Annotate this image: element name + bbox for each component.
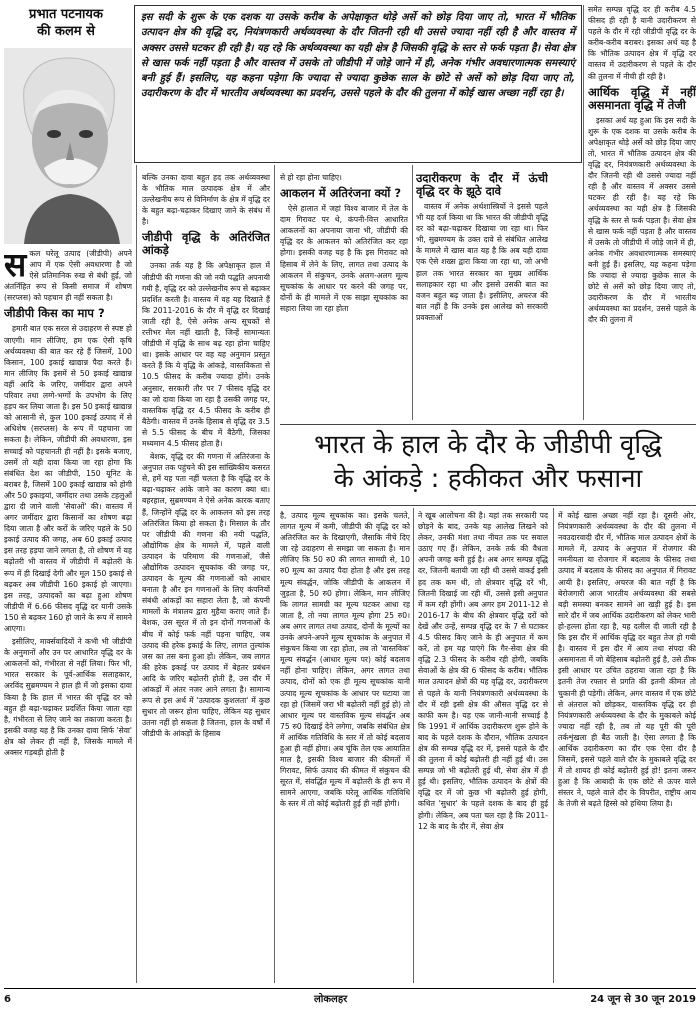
col2-para-1: उनका तर्क यह है कि अपेक्षाकृत हाल में जीडीपी की गणना की जो नयी पद्धति अपनायी गयी है, वृद्धि दर को उल्लेखनीय रूप से बढ़ाकर प्रदर्शित करती है। वास्तव में वह यह दिखाते हैं कि 2011-2016 के दौर में वृद्धि दर दिखाई जाती रही है, ऐसे अनेक अन्य सूचकों से रत्तीभर मेल नहीं खाती है, जिन्हें सामान्यतः जीडीपी में वृद्धि के साथ बढ़ रहा होना चाहिए था। इसके आधार पर वह यह अनुमान प्रस्तुत करते हैं कि ये वृद्धि के आंकड़े, वास्तविकता से 10.5 फीसद के करीब ज्यादा होंगे। उनके अनुसार, सरकारी तौर पर 7 फीसद वृद्धि दर का जो दावा किया जा रहा है उसकी जगह पर, वास्तविक वृद्धि दर 4.5 फीसद के करीब ही बैठेगी। वास्तव में उनके हिसाब से वृद्धि दर 3.5 से 5.5 फीसद के बीच में बैठेगी, जिसका मध्यमान 4.5 फीसद होता है। <box>142 261 270 448</box>
pull-quote-box <box>134 5 582 163</box>
headline-line-2: के आंकड़े : हकीकत और फसाना <box>333 464 643 494</box>
headline-line-1: भारत के हाल के दौर के जीडीपी वृद्धि <box>314 430 662 460</box>
article-column-3 <box>280 172 408 420</box>
subhead-false-claims: उदारीकरण के दौर में ऊंची वृद्धि दर के झूठे दावे <box>416 172 548 198</box>
subhead-inflated-figures: जीडीपी वृद्धि के अतिरंजित आंकड़े <box>142 230 270 258</box>
column-header-line2: की कलम से <box>37 24 95 39</box>
page-number: 6 <box>4 994 11 1005</box>
column-rule <box>274 165 275 983</box>
col3-intro: से हो रहा होना चाहिए। <box>280 173 342 182</box>
intro-text: कल घरेलू उत्पाद (जीडीपी) अपने आप में एक ऐसी अवधारणा है जो ऐसे प्रतिमानिक रुख से बंधी हुई, जो अंतर्निहित रूप से किसी समाज में शोषण (सरप्लस) को पहचान ही नहीं सकता है। <box>4 249 132 303</box>
article-column-lower-1 <box>280 510 410 983</box>
column-rule <box>412 165 413 420</box>
col1-para-2: इसीलिए, मार्क्सवादियों ने कभी भी जीडीपी के अनुमानों और उन पर आधारित वृद्धि दर के आकलनों को, गंभीरता से नहीं लिया। फिर भी, भारत सरकार के पूर्व-आर्थिक सलाहकार, अरविंद सुब्रमण्यम ने हाल ही में जो इसका दावा किया है कि हाल में भारत की वृद्धि दर को बहुत ही बढ़ा-चढ़ाकर प्रदर्शित किया जाता रहा है, गंभीरता से लिए जाने का तकाजा करता है। इसकी वजह यह है कि उनका दावा सिर्फ 'सेवा' क्षेत्र को लेकर ही नहीं है, जिसके मामले में अक्सर गड़बड़ी होती है <box>4 637 132 758</box>
article-column-5 <box>588 4 696 416</box>
lower3-text: में कोई खास अच्छा नहीं रहा है। दूसरी ओर, नियंत्रणकारी अर्थव्यवस्था के दौर की तुलना में नवउदारवादी दौर में, भौतिक माल उत्पादन क्षेत्रों के मामले में, उत्पाद के अनुपात में रोजगार की नमनीयता या रोजगार में बदलाव के फीसद तथा उत्पाद में बदलाव के फीसद का अनुपात में गिरावट आयी है। इसलिए, अचरज की बात नहीं है कि बेरोजगारी आज भारतीय अर्थव्यवस्था की सबसे बड़ी समस्या बनकर सामने आ खड़ी हुई है। इस सारे दौर में जब आर्थिक उदारीकरण को लेकर भारी हो-हल्ला होता रहा है, यह दलील दी जाती रही है कि इस दौर में आर्थिक वृद्धि दर बहुत तेज हो गयी है। वास्तव में इस दौर में आय तथा संपदा की असमानता में जो बेहिसाब बढ़ोतरी हुई है, उसे ठीक इसी आधार पर उचित ठहराया जाता रहा है कि इतनी तेज रफ्तार से प्रगति की इतनी कीमत तो चुकानी ही पड़ेगी। लेकिन, अगर वास्तव में एक छोटे से अंतराल को छोड़कर, वास्तविक वृद्धि दर ही नियंत्रणकारी अर्थव्यवस्था के दौर के मुकाबले कोई ज्यादा नहीं रही है, तब तो यह पूरी की पूरी तर्कशृंखला ही बैठ जाती है। ऐसा लगता है कि आर्थिक उदारीकरण का दौर एक ऐसा दौर है जिसमें, इससे पहले वाले दौर के मुकाबले वृद्धि दर में तो शायद ही कोई बढ़ोतरी हुई हो! इतना जरूर हुआ है कि आबादी के एक छोटे से ऊपर वाले संस्तर ने, पहले वाले दौर के विपरीत, राष्ट्रीय आय के तेजी से बढ़ते हिस्से को हथिया लिया है। <box>558 511 696 809</box>
column-rule <box>553 508 554 983</box>
column-header <box>8 6 124 46</box>
column-rule <box>583 5 584 420</box>
col3-para-1: ऐसे हालात में जहां विश्व बाजार में तेल के दाम गिरावट पर थे, कंपनी-वित्त आधारित आकलनों का अपनाया जाना भी, जीडीपी की वृद्धि दर के आकलन को अतिरंजित कर रहा होगा। इसकी वजह यह है कि इस गिरावट को हिसाब में लेने के लिए, लागत तथा उत्पाद के आकलन में संकुचन, उनके अलग-अलग मूल्य सूचकांक के आधार पर करने की जगह पर, दोनों के ही मामले में एक साझा सूचकांक का सहारा लिया जा रहा होता <box>280 204 408 313</box>
pull-quote-text: इस सदी के शुरू के एक दशक या उसके करीब के अपेक्षाकृत थोड़े अर्से को छोड़ दिया जाए तो, भारत में भौतिक उत्पादन क्षेत्र की वृद्धि दर, नियंत्रणकारी अर्थव्यवस्था के दौर जितनी रही थी उससे ज्यादा नहीं रही है और वास्तव में अक्सर उससे घटकर ही रही है। यह रहे कि अर्थव्यवस्था का यही क्षेत्र है जिसकी वृद्धि के स्तर से फर्क पड़ता है। सेवा क्षेत्र से खास फर्क नहीं पड़ता है और वास्तव में उसके तो जीडीपी में जोड़े जाने में ही, अनेक गंभीर अवधारणात्मक समस्याएं बनी हुई हैं। इसलिए, यह कहना पड़ेगा कि ज्यादा से ज्यादा कुछेक साल के छोटे से असें को छोड़ दिया जाए तो, उदारीकरण के दौर में भारतीय अर्थव्यवस्था का प्रदर्शन, उससे पहले के दौर की तुलना में कोई खास अच्छा नहीं रहा है। <box>141 12 575 100</box>
article-headline <box>280 428 696 504</box>
lower2-text: ने खूब आलोचना की है। यहां तक सरकारी पद छोड़ने के बाद, उनके यह आलेख लिखने को लेकर, उनकी मंशा तथा नीयत तक पर सवाल उठाए गए हैं। लेकिन, उनके तर्क की वैधता अपनी जगह बनी हुई है। अब अगर सम्पन्न वृद्धि दर, जितनी बतायी जा रही थी उससे वाकई इसी हद तक कम थी, तो क्षेत्रवार वृद्धि दरें भी, जितनी दिखाई जा रही थीं, उससे इसी अनुपात में कम रही होंगी। अब अगर हम 2011-12 से 2016-17 के बीच की क्षेत्रवार वृद्धि दरों को देखें और उन्हें, सम्पन्न वृद्धि दर के 7 से घटाकर 4.5 फीसद किए जाने के ही अनुपात में कम करें, तो हम यह पाएंगे कि गैर-सेवा क्षेत्र की वृद्धि 2.3 फीसद के करीब रही होगी, जबकि सेवाओं के क्षेत्र की 6 फीसद के करीब। भौतिक माल उत्पादन क्षेत्रों की यह वृद्धि दर, उदारीकरण से पहले के यानी नियंत्रणकारी अर्थव्यवस्था के दौर में रही इसी क्षेत्र की औसत वृद्धि दर से काफी कम है। यह एक जानी-मानी सच्चाई है कि 1991 में आर्थिक उदारीकरण शुरू होने के बाद के पहले दशक के दौरान, भौतिक उत्पादन क्षेत्र की सम्पन्न वृद्धि दर में, इससे पहले के दौर की तुलना में कोई बढ़ोतरी ही नहीं हुई थी। उस सम्पन्न जो भी बढ़ोतरी हुई थी, सेवा क्षेत्र में ही हुई थी। इसलिए, भौतिक उत्पादन के क्षेत्रों की वृद्धि दर में जो कुछ भी बढ़ोतरी हुई होगी, कथित 'सुधार' के पहले दशक के बाद ही हुई होगी। लेकिन, अब पता चल रहा है कि 2011-12 के बाद के दौर में, सेवा क्षेत्र <box>418 511 548 831</box>
subhead-inequality: आर्थिक वृद्धि में नहीं असमानता वृद्धि में तेजी <box>588 84 696 112</box>
col5-intro: समेत सम्पन्न वृद्धि दर ही करीब 4.5 फीसद ही रही है यानी उदारीकरण से पहले के दौर में रही जीडीपी वृद्धि दर के करीब-करीब बराबर। इसका अर्थ यह है कि भौतिक उत्पादन क्षेत्र में वृद्धि दर वास्तव में उदारीकरण से पहले के दौर की तुलना में नीची ही रही है। <box>588 5 696 81</box>
portrait-illustration <box>4 48 132 244</box>
lower1-text: है, उत्पाद मूल्य सूचकांक का। इसके चलते, लागत मूल्य में कमी, जीडीपी की वृद्धि दर को अतिरंजित कर के दिखाएगी, जैसाकि नीचे दिए जा रहे उदाहरण से समझा जा सकता है। मान लीजिए कि 50 रु0 की लागत सामग्री से, 10 रु0 मूल्य का उत्पाद पैदा होता है और इस तरह मूल्य संवर्द्धन, जोकि जीडीपी के आकलन में जुड़ता है, 50 रु0 होगा। लेकिन, मान लीजिए कि लागत सामग्री का मूल्य घटकर आधा रह जाता है, तो नया लागत मूल्य होगा 25 रु0। अब अगर लागत तथा उत्पाद, दोनों के मूल्यों का उनके अपने-अपने मूल्य सूचकांक के अनुपात में संकुचन किया जा रहा होता, तब तो 'वास्तविक' मूल्य संवर्द्धन (आधार मूल्य पर) कोई बदलाव नहीं होना चाहिए। लेकिन, अगर लागत तथा उत्पाद, दोनों को एक ही मूल्य सूचकांक यानी उत्पाद मूल्य सूचकांक के आधार पर घटाया जा रहा हो (जिसमें जरा भी बढ़ोतरी नहीं हुई हो) तो आधार मूल्य पर वास्तविक मूल्य संवर्द्धन अब 75 रु0 दिखाई देने लगेगा, जबकि संबंधित क्षेत्र में आर्थिक गतिविधि के स्तर में तो कोई बदलाव हुआ ही नहीं होगा। अब चूंकि तेल एक आयातित माल है, इसकी विश्व बाजार की कीमतों में गिरावट, सिर्फ उत्पाद की कीमत में संकुचन की सूरत में, संवर्द्धित मूल्य में बढ़ोतरी के ही रूप में सामने आएगा, जबकि घरेलू आर्थिक गतिविधि के स्तर में तो कोई बढ़ोतरी हुई ही नहीं होगी। <box>280 511 410 809</box>
publication-name: लोकलहर <box>314 994 348 1005</box>
column-rule <box>413 508 414 983</box>
article-column-2 <box>142 172 270 983</box>
author-photo <box>4 48 132 244</box>
article-column-1 <box>4 248 132 983</box>
drop-cap: स <box>4 248 27 284</box>
headline-rule-top <box>280 424 696 425</box>
col4-para-1: वास्तव में अनेक अर्थशास्त्रियों ने इससे पहले भी यह दर्ज किया था कि भारत की जीडीपी वृद्धि दर को बढ़ा-चढ़ाकर दिखाया जा रहा था। फिर भी, सुब्रमण्यम के उक्त दावे से संबंधित आलेख के मामले में खास बात यह है कि अब यही दावा एक ऐसे शख्स द्वारा किया जा रहा था, जो अभी हाल तक भारत सरकार का मुख्य आर्थिक सलाहकार रहा था और इससे उसकी बात का वजन बहुत बढ़ जाता है। इसीलिए, अचरज की बात नहीं है कि उनके इस आलेख को सरकारी प्रवक्ताओं <box>416 202 548 322</box>
subhead-why-exaggeration: आकलन में अतिरंजना क्यों ? <box>280 186 402 201</box>
col2-para-2: बेशक, वृद्धि दर की गणना में अतिरंजना के अनुपात तक पहुंचने की इस सांख्यिकीय कसरत से, हमें यह पता नहीं चलता है कि वृद्धि दर के बढ़ा-चढ़ाकर आंके जाने का कारण क्या था। बहरहाल, सुब्रमण्यम ने ऐसे अनेक कारक बताए हैं, जिन्होंने वृद्धि दर के आकलन को इस तरह अतिरंजित किया हो सकता है। मिसाल के तौर पर जीडीपी की गणना की नयी पद्धति, औद्योगिक क्षेत्र के मामले में, पहले वाली उत्पादन के परिमाण की गणनाओं, जैसे औद्योगिक उत्पादन सूचकांक की जगह पर, उत्पादन के मूल्य की गणनाओं को आधार बनाता है और इन गणनाओं के लिए कंपनियों संबंधी आंकड़ों का सहारा लेता है, जो कंपनी मामलों के मंत्रालय द्वारा मुहैया कराए जाते हैं। बेशक, उस सूरत में तो इन दोनों गणनाओं के बीच में कोई फर्क नहीं पड़ना चाहिए, जब उत्पाद की हरेक इकाई के लिए, लागत तुल्यांक जस का तस बना हुआ हो। लेकिन, जब लागत की हरेक इकाई पर उत्पाद में बेहतर प्रबंधन आदि के जरिए बढ़ोतरी होती है, उस दौर में आंकड़ों में अंतर नजर आने लगता है। सामान्य रूप से इस अर्थ में 'उत्पादक कुशलता' में कुछ सुधार तो जरूर होना चाहिए, लेकिन यह सुधार उतना नहीं हो सकता है जितना, हाल के वर्षों में जीडीपी के आंकड़ों के हिसाब <box>142 452 270 739</box>
col5-para-1: इसका अर्थ यह हुआ कि इस सदी के शुरू के एक दशक या उसके करीब के अपेक्षाकृत थोड़े अर्से को छोड़ दिया जाए तो, भारत में भौतिक उत्पादन क्षेत्र की वृद्धि दर, नियंत्रणकारी अर्थव्यवस्था के दौर जितनी रही थी उससे ज्यादा नहीं रही है और वास्तव में अक्सर उससे घटकर ही रही है। यह रहे कि अर्थव्यवस्था का यही क्षेत्र है जिसकी वृद्धि के स्तर से फर्क पड़ता है। सेवा क्षेत्र से खास फर्क नहीं पड़ता है और वास्तव में उसके तो जीडीपी में जोड़े जाने में ही, अनेक गंभीर अवधारणात्मक समस्याएं बनी हुई हैं। इसलिए, यह कहना पड़ेगा कि ज्यादा से ज्यादा कुछेक साल के छोटे से असें को छोड़ दिया जाए तो, उदारीकरण के दौर में भारतीय अर्थव्यवस्था का प्रदर्शन, उससे पहले के दौर की तुलना में <box>588 115 696 325</box>
footer <box>4 991 696 1008</box>
headline-rule-bottom <box>280 505 696 506</box>
col1-para-1: हमारी बात एक सरल से उदाहरण से स्पष्ट हो जाएगी। मान लीजिए, हम एक ऐसी कृषि अर्थव्यवस्था की बात कर रहे हैं जिसमें, 100 किसान, 100 इकाई खाद्यान्न पैदा करते हैं। मान लीजिए कि इसमें से 50 इकाई खाद्यान्न वहीं आदि के जरिए, जमींदार द्वारा अपने परिवार तथा लग्गे-भग्गों के उपभोग के लिए हड़प कर लिया जाता है। इस 50 इकाई खाद्यान्न को आसानी से, कुल 100 इकाई उत्पाद में से अधिशेष (सरप्लस) के रूप में पहचाना जा सकता है। लेकिन, जीडीपी की अवधारणा, इस सच्चाई को पहचानती ही नहीं है। इसके बजाए, उसमें तो यही दावा किया जा रहा होगा कि संबंधित देश का जीडीपी, 150 यूनिट के बराबर है, जिसमें 100 इकाई खाद्यान्न को होगी और 50 इकाइयां, जमींदार तथा उसके टहलुओं द्वारा दी जाने वाली 'सेवाओं' की। वास्तव में अगर जमींदार द्वारा किसानों का शोषण बढ़ा दिया जाता है और करों के जरिए पहले के 50 इकाई उत्पाद की जगह, अब 60 इकाई उत्पाद इस तरह हड़पा जाने लगता है, तो शोषण में यह बढ़ोतरी भी वास्तव में जीडीपी में बढ़ोतरी के रूप में ही दिखाई देगी और मूल 150 इकाई से बढ़कर अब जीडीपी 160 इकाई हो जाएगा। इस तरह, उत्पादकों का बढ़ा हुआ शोषण जीडीपी में 6.66 फीसद वृद्धि दर यानी उसके 150 से बढ़कर 160 हो जाने के रूप में सामने आएगा। <box>4 324 132 633</box>
column-header-line1: प्रभात पटनायक <box>29 7 103 22</box>
subhead-gdp-measure: जीडीपी किस का माप ? <box>4 306 105 321</box>
article-column-lower-3 <box>558 510 696 983</box>
col2-intro: बल्कि उनका दावा बहुत हद तक अर्थव्यवस्था के भौतिक माल उत्पादक क्षेत्र में और उल्लेखनीय रूप से विनिर्माण के क्षेत्र में वृद्धि दर के बहुत बढ़ा-चढ़ाकर दिखाए जाने के संबंध में है। <box>142 173 270 227</box>
article-column-4 <box>416 172 548 420</box>
article-column-lower-2 <box>418 510 548 983</box>
footer-rule <box>4 988 696 989</box>
column-rule <box>136 165 137 983</box>
issue-date: 24 जून से 30 जून 2019 <box>590 994 696 1005</box>
